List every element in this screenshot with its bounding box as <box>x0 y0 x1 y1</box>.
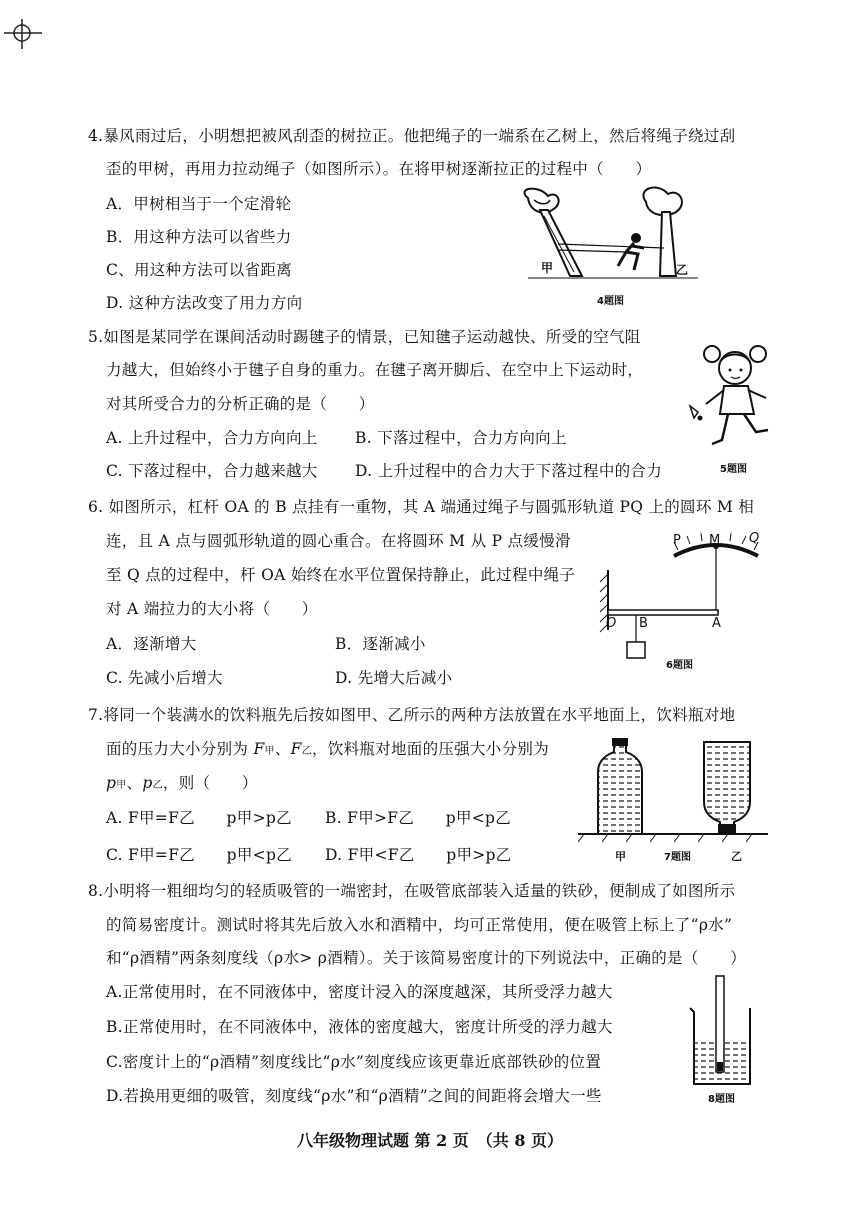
q7-fig-left-label: 甲 <box>615 850 626 863</box>
q6-option-d: D. 先增大后减小 <box>335 669 453 687</box>
q5-option-d: D. 上升过程中的合力大于下落过程中的合力 <box>355 462 663 480</box>
q6-stem-line1: 6. 如图所示，杠杆 OA 的 B 点挂有一重物，其 A 端通过绳子与圆弧形轨道 PQ 上的圆环 M 相 <box>88 498 755 516</box>
q8-stem-line2: 的简易密度计。测试时将其先后放入水和酒精中，均可正常使用，便在吸管上标上了“ρ水” <box>106 916 733 934</box>
q6-lever-arc-figure <box>590 530 780 665</box>
q8-figure-caption: 8题图 <box>708 1094 735 1105</box>
q5-option-a: A. 上升过程中，合力方向向上 <box>106 429 318 447</box>
q7-option-b: B. F甲>F乙 p甲<p乙 <box>325 809 512 827</box>
q7-stem-line3 <box>106 771 258 793</box>
q6-stem-line3: 至 Q 点的过程中，杆 OA 始终在水平位置保持静止，此过程中绳子 <box>106 566 576 584</box>
q6-label-p: P <box>673 533 681 548</box>
q4-fig-right-label: 乙 <box>676 263 689 277</box>
q4-figure-caption: 4题图 <box>597 296 624 307</box>
q7-stem-line1: 7.将同一个装满水的饮料瓶先后按如图甲、乙所示的两种方法放置在水平地面上，饮料瓶对地 <box>88 706 736 724</box>
q8-stem-line3: 和“ρ酒精”两条刻度线（ρ水> ρ酒精）。关于该简易密度计的下列说法中，正确的是（ ） <box>106 949 747 967</box>
q7-sub-3: 甲 <box>116 780 127 791</box>
q8-stem-line1: 8.小明将一粗细均匀的轻质吸管的一端密封，在吸管底部装入适量的铁砂，便制成了如图所示 <box>88 882 736 900</box>
q5-stem-line1: 5.如图是某同学在课间活动时踢毽子的情景，已知毽子运动越快、所受的空气阻 <box>88 328 641 346</box>
q7-option-d: D. F甲<F乙 p甲>p乙 <box>325 846 512 864</box>
q4-option-b: B．用这种方法可以省些力 <box>106 228 292 246</box>
q6-option-c: C. 先减小后增大 <box>106 669 223 687</box>
q7-bottles-figure <box>578 732 768 844</box>
q7-line2-mid: 、 <box>274 740 291 758</box>
q4-option-a: A．甲树相当于一个定滑轮 <box>106 195 292 213</box>
q7-line3-post: ，则（ ） <box>162 774 258 792</box>
q7-line2-pre: 面的压力大小分别为 <box>106 740 254 758</box>
q8-option-d: D.若换用更细的吸管，刻度线“ρ水”和“ρ酒精”之间的间距将会增大一些 <box>106 1087 602 1105</box>
q6-label-m: M <box>709 533 721 548</box>
q8-option-a: A.正常使用时，在不同液体中，密度计浸入的深度越深，其所受浮力越大 <box>106 983 613 1001</box>
q7-sub-1: 甲 <box>264 746 275 757</box>
q8-densimeter-beaker-figure <box>684 968 764 1090</box>
q7-line2-post: ，饮料瓶对地面的压强大小分别为 <box>312 740 550 758</box>
q6-label-a: A <box>712 616 721 631</box>
page-footer: 八年级物理试题 第 2 页 （共 8 页） <box>296 1131 564 1150</box>
q6-option-a: A．逐渐增大 <box>106 635 197 653</box>
q7-force-symbol-1: F <box>253 740 265 758</box>
q7-pressure-symbol-1: p <box>106 774 117 792</box>
q6-option-b: B．逐渐减小 <box>335 635 426 653</box>
q4-option-d: D. 这种方法改变了用力方向 <box>106 294 303 312</box>
q7-fig-right-label: 乙 <box>731 850 742 863</box>
q7-force-symbol-2: F <box>290 740 302 758</box>
q7-sub-4: 乙 <box>152 780 163 791</box>
q6-label-q: Q <box>749 531 760 546</box>
registration-mark <box>0 15 50 55</box>
q4-option-c: C、用这种方法可以省距离 <box>106 261 292 279</box>
q4-stem-line1: 4.暴风雨过后，小明想把被风刮歪的树拉正。他把绳子的一端系在乙树上，然后将绳子绕过刮 <box>88 127 736 145</box>
q7-option-a: A. F甲=F乙 p甲>p乙 <box>106 809 292 827</box>
q6-label-b: B <box>639 616 648 631</box>
q6-stem-line4: 对 A 端拉力的大小将（ ） <box>106 600 318 618</box>
q4-fig-left-label: 甲 <box>541 261 554 275</box>
q5-figure-caption: 5题图 <box>720 464 747 475</box>
q8-option-b: B.正常使用时，在不同液体中，液体的密度越大，密度计所受的浮力越大 <box>106 1018 613 1036</box>
q4-stem-line2: 歪的甲树，再用力拉动绳子（如图所示）。在将甲树逐渐拉正的过程中（ ） <box>106 160 652 178</box>
q6-label-o: O <box>606 616 617 631</box>
q5-girl-kicking-shuttlecock-figure <box>682 340 782 460</box>
q7-line3-mid: 、 <box>126 774 143 792</box>
q7-figure-caption: 7题图 <box>664 852 691 863</box>
q5-option-c: C. 下落过程中，合力越来越大 <box>106 462 318 480</box>
q6-stem-line2: 连，且 A 点与圆弧形轨道的圆心重合。在将圆环 M 从 P 点缓慢滑 <box>106 532 571 550</box>
q8-option-c: C.密度计上的“ρ酒精”刻度线比“ρ水”刻度线应该更靠近底部铁砂的位置 <box>106 1053 602 1071</box>
q5-stem-line3: 对其所受合力的分析正确的是（ ） <box>106 395 375 413</box>
q7-sub-2: 乙 <box>301 746 312 757</box>
q6-figure-caption: 6题图 <box>666 660 693 671</box>
q5-option-b: B. 下落过程中，合力方向向上 <box>355 429 567 447</box>
q7-option-c: C. F甲=F乙 p甲<p乙 <box>106 846 292 864</box>
q7-pressure-symbol-2: p <box>142 774 153 792</box>
q5-stem-line2: 力越大，但始终小于毽子自身的重力。在毽子离开脚后、在空中上下运动时， <box>106 361 644 379</box>
q7-stem-line2 <box>106 737 549 759</box>
